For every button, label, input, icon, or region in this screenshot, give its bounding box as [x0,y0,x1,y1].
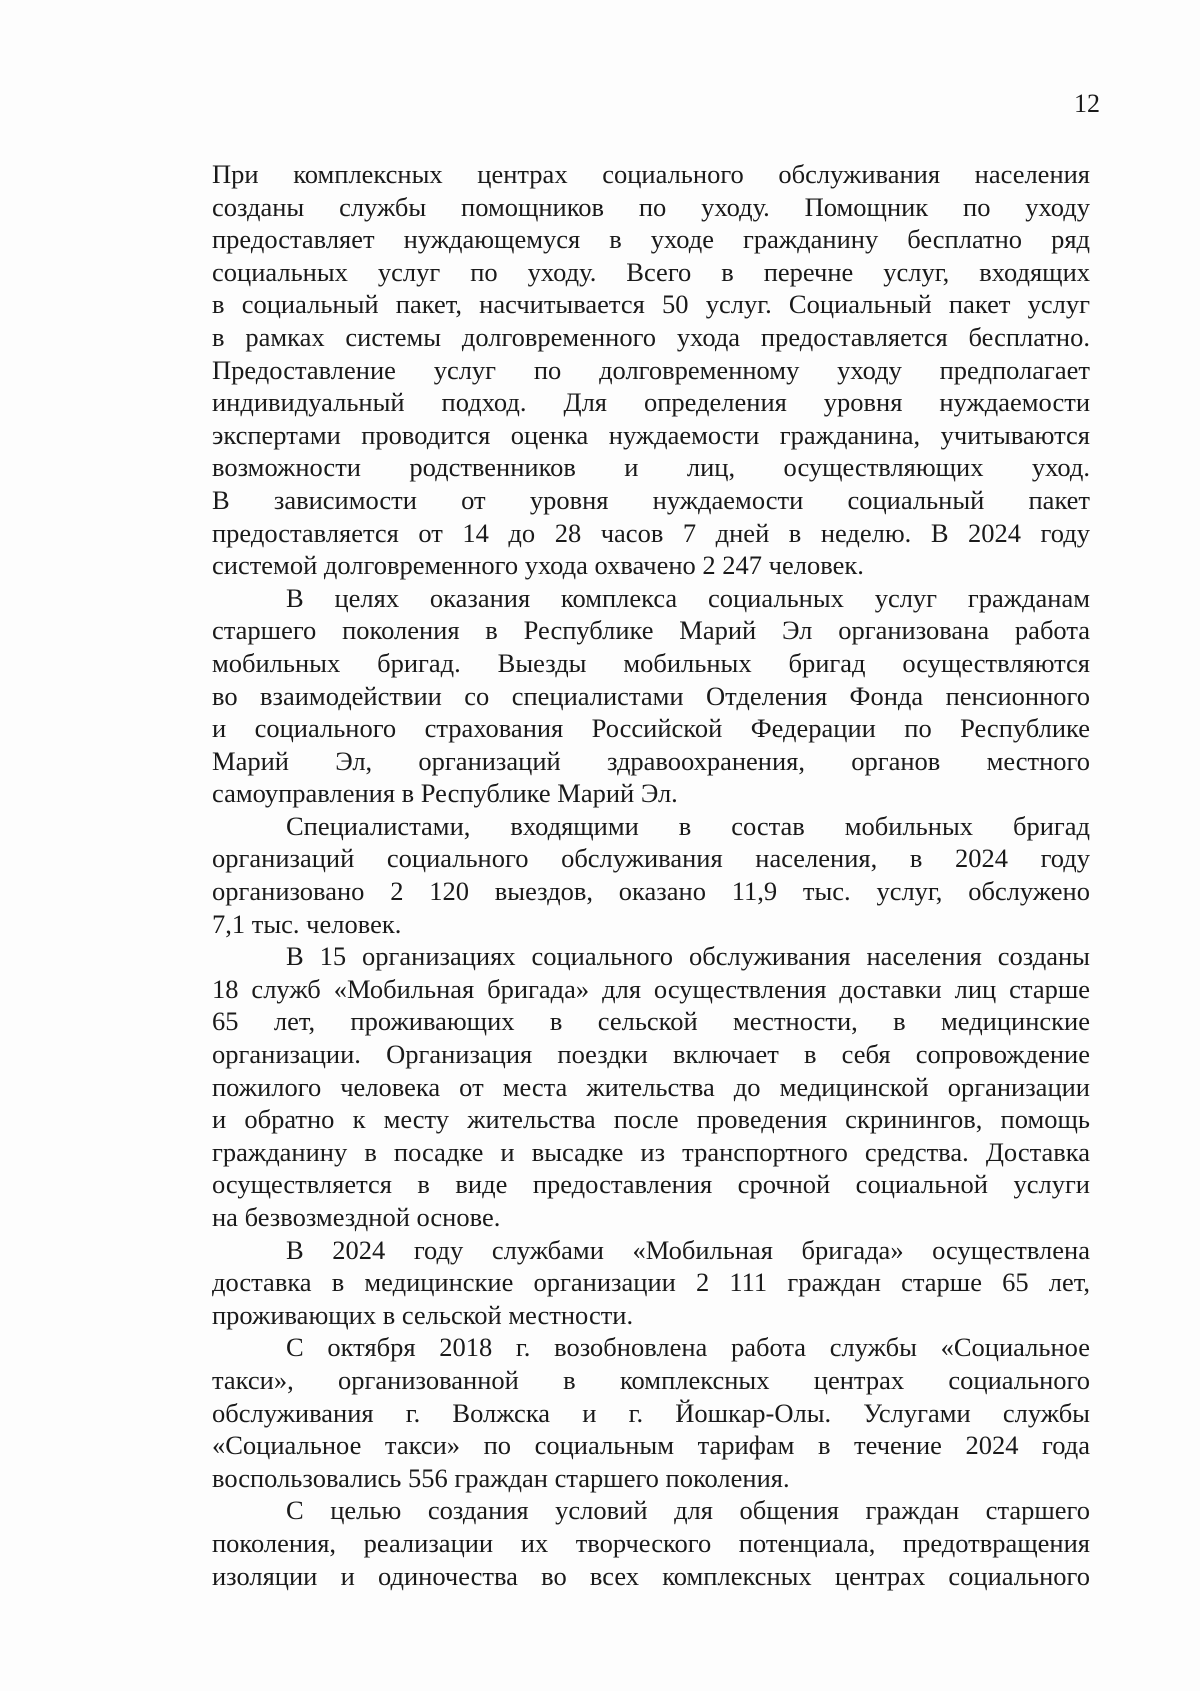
text-line: С октября 2018 г. возобновлена работа службы «Социальное [286,1332,1090,1363]
text-line: Специалистами, входящими в состав мобильных бригад [286,810,1090,841]
text-line: экспертами проводится оценка нуждаемости гражданина, учитываются [212,419,1090,450]
text-line: возможности родственников и лиц, осуществляющих уход. [212,452,1090,483]
text-line: организации. Организация поездки включает в себя сопровождение [212,1039,1090,1070]
paragraph [212,158,1090,582]
document-body [212,158,1090,1592]
text-line: такси», организованной в комплексных центрах социального [212,1364,1090,1395]
text-line: В 15 организациях социального обслуживания населения созданы [286,941,1090,972]
text-line: предоставляет нуждающемуся в уходе гражданину бесплатно ряд [212,224,1090,255]
text-line: самоуправления в Республике Марий Эл. [212,778,678,809]
text-line: доставка в медицинские организации 2 111 граждан старше 65 лет, [212,1267,1090,1298]
text-line: В целях оказания комплекса социальных услуг гражданам [286,582,1090,613]
text-line: воспользовались 556 граждан старшего поколения. [212,1462,790,1493]
text-line: изоляции и одиночества во всех комплексных центрах социального [212,1560,1090,1591]
paragraph [212,940,1090,1233]
text-line: индивидуальный подход. Для определения уровня нуждаемости [212,387,1090,418]
text-line: гражданину в посадке и высадке из транспортного средства. Доставка [212,1136,1090,1167]
text-line: В зависимости от уровня нуждаемости социальный пакет [212,484,1090,515]
text-line: проживающих в сельской местности. [212,1299,634,1330]
text-line: и обратно к месту жительства после проведения скринингов, помощь [212,1104,1090,1135]
text-line: мобильных бригад. Выезды мобильных бригад осуществляются [212,647,1090,678]
text-line: созданы службы помощников по уходу. Помощник по уходу [212,191,1090,222]
text-line: пожилого человека от места жительства до медицинской организации [212,1071,1090,1102]
text-line: В 2024 году службами «Мобильная бригада» осуществлена [286,1234,1090,1265]
text-line: предоставляется от 14 до 28 часов 7 дней в неделю. В 2024 году [212,517,1090,548]
text-line: Предоставление услуг по долговременному уходу предполагает [212,354,1090,385]
text-line: организаций социального обслуживания населения, в 2024 году [212,843,1090,874]
paragraph [212,1234,1090,1332]
paragraph [212,1331,1090,1494]
text-line: во взаимодействии со специалистами Отделения Фонда пенсионного [212,680,1090,711]
text-line: 18 служб «Мобильная бригада» для осуществления доставки лиц старше [212,973,1090,1004]
text-line: и социального страхования Российской Федерации по Республике [212,713,1090,744]
text-line: системой долговременного ухода охвачено 2 247 человек. [212,550,864,581]
text-line: С целью создания условий для общения граждан старшего [286,1495,1090,1526]
text-line: поколения, реализации их творческого потенциала, предотвращения [212,1527,1090,1558]
paragraph [212,1494,1090,1592]
text-line: старшего поколения в Республике Марий Эл организована работа [212,615,1090,646]
text-line: осуществляется в виде предоставления срочной социальной услуги [212,1169,1090,1200]
text-line: организовано 2 120 выездов, оказано 11,9 тыс. услуг, обслужено [212,876,1090,907]
text-line: в рамках системы долговременного ухода предоставляется бесплатно. [212,321,1090,352]
text-line: на безвозмездной основе. [212,1202,501,1232]
text-line: социальных услуг по уходу. Всего в перечне услуг, входящих [212,256,1090,287]
text-line: 65 лет, проживающих в сельской местности, в медицинские [212,1006,1090,1037]
text-line: в социальный пакет, насчитывается 50 услуг. Социальный пакет услуг [212,289,1090,320]
text-line: «Социальное такси» по социальным тарифам в течение 2024 года [212,1430,1090,1461]
paragraph [212,582,1090,810]
text-line: обслуживания г. Волжска и г. Йошкар-Олы. Услугами службы [212,1397,1090,1428]
page-number: 12 [1074,89,1100,118]
text-line: 7,1 тыс. человек. [212,908,402,939]
text-line: Марий Эл, организаций здравоохранения, органов местного [212,745,1090,776]
paragraph [212,810,1090,940]
text-line: При комплексных центрах социального обслуживания населения [212,159,1090,189]
